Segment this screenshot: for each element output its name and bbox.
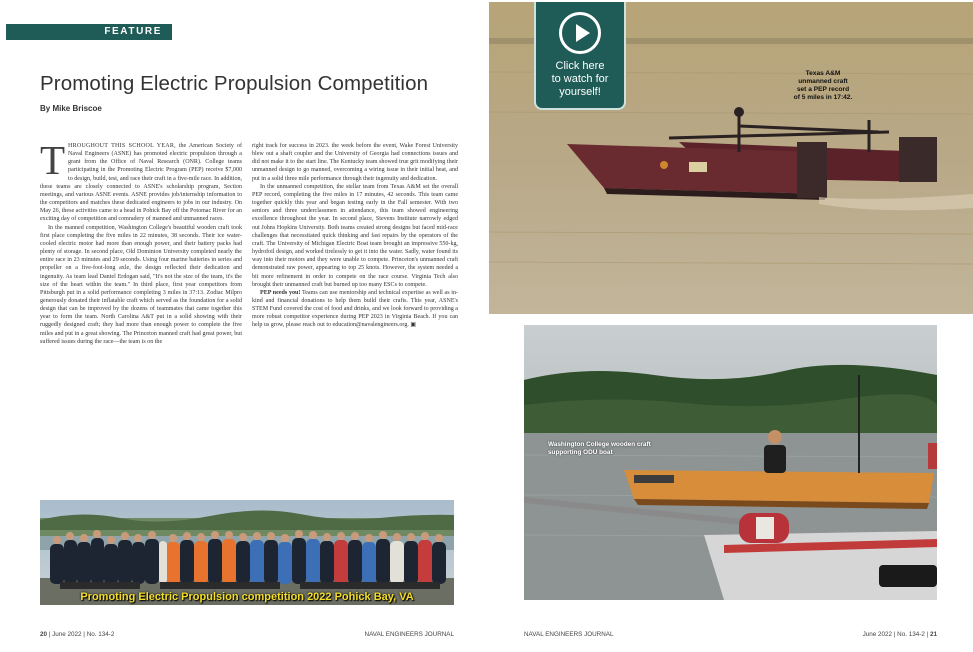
article-paragraph: In the manned competition, Washington College's beautiful wooden craft took first place completing the five miles in 22 minutes, 38 seconds. Their ice water-cooled electric motor had more than enough power, and their battery packs had plenty of storage. In second place, Old Dominion University completed nearly the entire race in 23 minutes and 29 seconds. Using four marine batteries in series and propeller on a five-foot-long axle, the design reflected their dedication and ingenuity. As team lead Daniel Erdogan said, "It's not the size of the team, it's the size of the heart within the team." In third place, first year competitors from Pittsburgh put in a solid performance completing 3 miles in 37:13. Zodiac Milpro generously donated their inflatable craft which served as the foundation for a solid design that can be improved by the dozens of teammates that came together this year to form the team. North Carolina A&T put in a solid showing with their ruggedly designed craft; they had more than enough power to complete the five miles and put in a great showing. The Princeton manned craft had great power, but suffered issues during the race—the team is on the: [40, 224, 242, 345]
article-paragraph: In the unmanned competition, the stellar team from Texas A&M set the overall PEP record, completing the five miles in 17 minutes, 42 seconds. This team came together quickly this year and began testing early in the Fall semester. With two seniors and three underclassmen in attendance, this team showed engineering excellence throughout the year. In second place, Stevens Institute narrowly edged out Johns Hopkins University. Both teams created strong designs but faced mid-race challenges that necessitated quick thinking and fast repairs by the operators of the craft. The University of Michigan Electric Boat team brought an impressive 550-kg, hydrofoil design, and worked tirelessly to get it into the water. Sadly, water found its way into their motors and they were unable to compete. Princeton's unmanned craft demonstrated raw power, appearing to top 25 knots. However, the system needed a bit more refinement in order to compete on the race course. Virginia Tech also brought their unmanned craft but burned up too many ESCs to compete.: [252, 183, 458, 288]
group-photo: [40, 500, 454, 605]
article-paragraph: [40, 137, 242, 224]
video-label-line: yourself!: [559, 86, 601, 98]
lead-in: HROUGHOUT THIS SCHOOL YEAR,: [68, 143, 176, 149]
page-footer-left: [40, 631, 454, 638]
left-page: [0, 0, 486, 652]
unmanned-photo-caption: Texas A&M unmanned craft set a PEP record of 5 miles in 17:42.: [793, 70, 853, 101]
end-mark-icon: ▣: [410, 322, 417, 329]
page-footer-right: [524, 631, 937, 638]
play-icon: [559, 12, 601, 54]
byline: By Mike Briscoe: [40, 104, 102, 113]
video-label-line: to watch for: [551, 73, 609, 85]
issue-text: June 2022 | No. 134-2 |: [862, 631, 930, 638]
page-number: 20: [40, 631, 48, 638]
article-paragraph: right track for success in 2023. the week before the event, Wake Forest University blew out a shaft coupler and the University of Georgia had connections issues and did not make it to the start line. The Kentucky team showed true grit modifying their unmanned design to go manned, overcoming a wiring issue in their initial heat, and put in a solid three mile performance through their ingenuity and dedication.: [252, 143, 458, 182]
journal-name: NAVAL ENGINEERS JOURNAL: [364, 631, 454, 638]
watch-video-button[interactable]: [534, 2, 626, 110]
right-page: [487, 0, 973, 652]
wooden-boat-illustration: [524, 325, 937, 600]
journal-name: NAVAL ENGINEERS JOURNAL: [524, 631, 614, 638]
paragraph-text: the American Society of Naval Engineers (ASNE) has promoted electric propulsion through a grant from the Office of Naval Research (ONR). College teams participating in the Promoting Electric Program (PEP) receive $7,000 to design, build, test, and race their craft in a five-mile race. In addition, these teams are closely connected to ASNE's scholarship program, Section meetings, and various ASNE events. ASNE provides job/internship information to the competitors and matches these dedicated engineers to jobs in our industry. On May 26, these activities came to a head in Pohick Bay off the Potomac River for an exciting day of competition and comradery of manned and unmanned races.: [40, 143, 242, 223]
drop-cap: T: [40, 137, 66, 183]
article-column-1: [40, 137, 242, 346]
callout-bold: PEP needs you!: [260, 289, 301, 296]
wooden-boat-photo: [524, 325, 937, 600]
issue-info: [863, 631, 937, 638]
wooden-boat-caption: Washington College wooden craft supporting ODU boat: [548, 441, 651, 456]
group-photo-caption: Promoting Electric Propulsion competition 2022 Pohick Bay, VA: [80, 591, 414, 603]
page-number: 21: [929, 631, 937, 638]
paragraph-text: Teams can use mentorship and technical expertise as well as in-kind and financial donations to help them build their crafts. This year, ASNE's STEM Fund covered the cost of food and drinks, and we look forward to providing a more robust competitor experience during PEP 2023 in Virginia Beach. If you can help us grow, please reach out to education@navalengineers.org.: [252, 289, 458, 329]
video-label-line: Click here: [555, 60, 605, 72]
article-headline: Promoting Electric Propulsion Competition: [40, 72, 429, 95]
section-tag: FEATURE: [6, 24, 172, 40]
issue-info: | June 2022 | No. 134-2: [47, 631, 115, 638]
article-paragraph: [252, 289, 458, 330]
unmanned-boat-photo: [489, 2, 973, 314]
group-photo-illustration: [40, 500, 454, 605]
article-column-2: [252, 142, 458, 330]
watch-video-label: [538, 60, 622, 99]
